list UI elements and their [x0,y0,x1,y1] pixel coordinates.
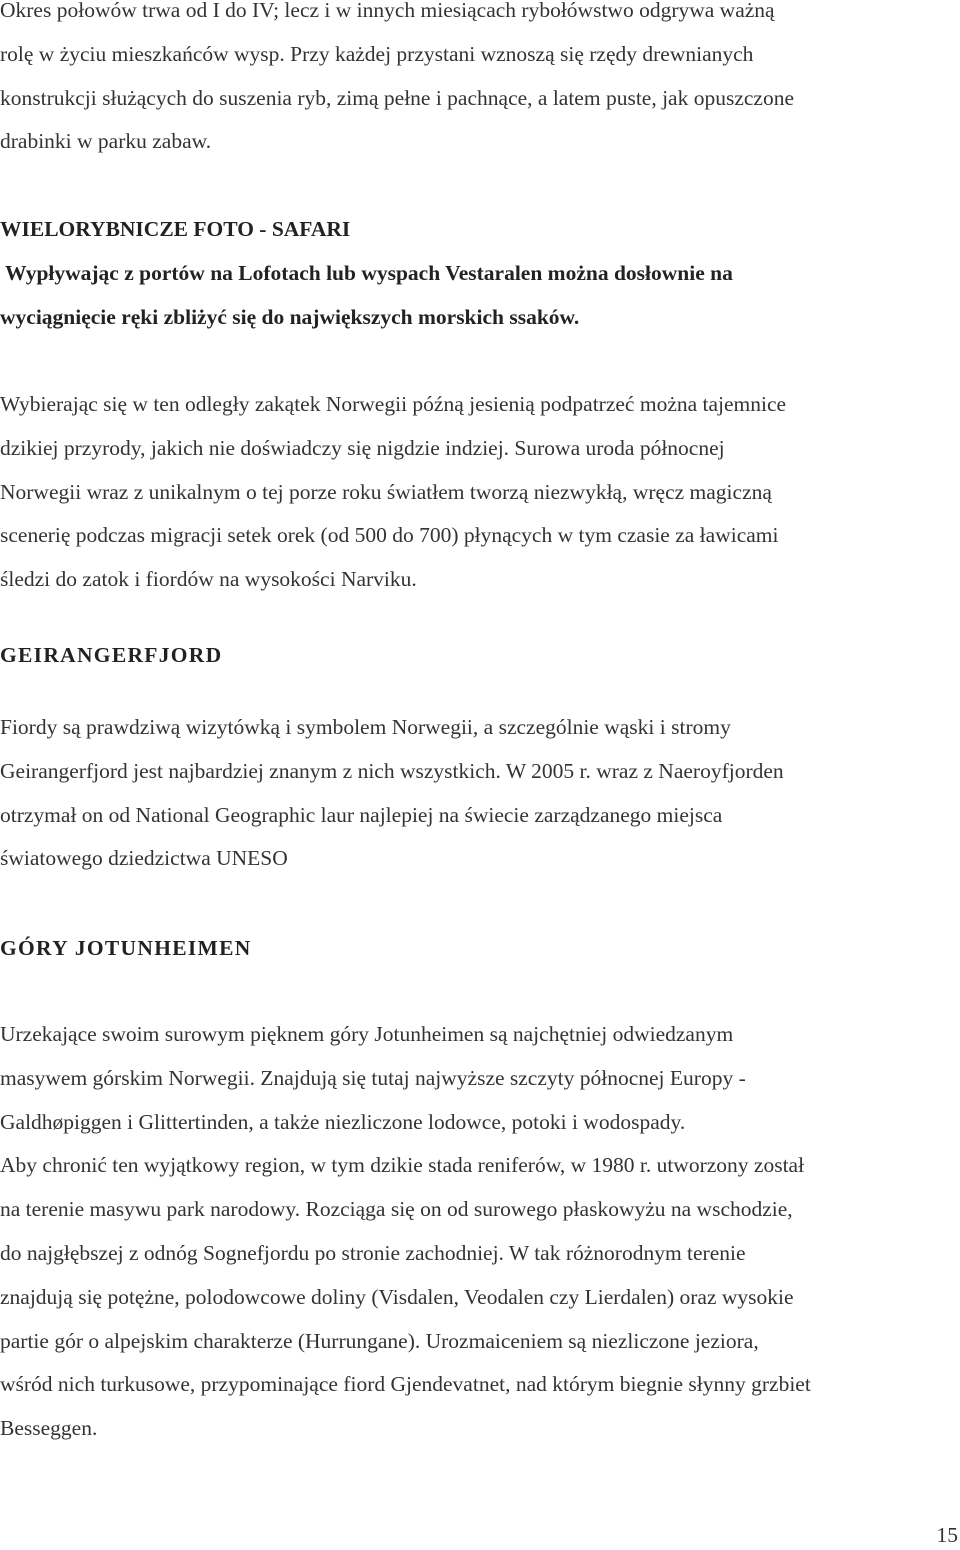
text-line: rolę w życiu mieszkańców wysp. Przy każdej przystani wznoszą się rzędy drewnianych [0,41,754,66]
text-line: Galdhøpiggen i Glittertinden, a także niezliczone lodowce, potoki i wodospady. [0,1109,686,1134]
text-line: Wybierając się w ten odległy zakątek Norwegii późną jesienią podpatrzeć można tajemnice [0,392,787,416]
section-heading-jotunheimen: GÓRY JOTUNHEIMEN [0,936,252,960]
text-line: drabinki w parku zabaw. [0,129,212,154]
section-heading-geirangerfjord: GEIRANGERFJORD [0,643,223,667]
text-line: masywem górskim Norwegii. Znajdują się tutaj najwyższe szczyty północnej Europy - [0,1065,746,1090]
text-line: znajdują się potężne, polodowcowe doliny (Visdalen, Veodalen czy Lierdalen) oraz wysokie [0,1284,794,1309]
safari-lead [0,252,960,340]
text-line: Norwegii wraz z unikalnym o tej porze roku światłem tworzą niezwykłą, wręcz magiczną [0,479,772,504]
page-number: 15 [936,1523,958,1547]
text-line: wyciągnięcie ręki zbliżyć się do największych morskich ssaków. [0,304,580,329]
text-line: śledzi do zatok i fiordów na wysokości Narviku. [0,567,417,592]
text-line: scenerię podczas migracji setek orek (od 500 do 700) płynących w tym czasie za ławicami [0,523,779,548]
text-line: Geirangerfjord jest najbardziej znanym z nich wszystkich. W 2005 r. wraz z Naeroyfjorden [0,758,784,783]
intro-paragraph [0,0,960,164]
text-line: partie gór o alpejskim charakterze (Hurrungane). Urozmaiceniem są niezliczone jeziora, [0,1328,759,1353]
text-line: do najgłębszej z odnóg Sognefjordu po stronie zachodniej. W tak różnorodnym terenie [0,1240,746,1265]
text-line: Besseggen. [0,1416,98,1441]
text-line: dzikiej przyrody, jakich nie doświadczy się nigdzie indziej. Surowa uroda północnej [0,435,725,460]
text-line: Aby chronić ten wyjątkowy region, w tym dzikie stada reniferów, w 1980 r. utworzony został [0,1153,805,1178]
text-line: na terenie masywu park narodowy. Rozciąga się on od surowego płaskowyżu na wschodzie, [0,1197,793,1222]
jotunheimen-body [0,1013,960,1451]
text-line: Wypływając z portów na Lofotach lub wyspach Vestaralen można dosłownie na [0,261,733,285]
text-line: Urzekające swoim surowym pięknem góry Jotunheimen są najchętniej odwiedzanym [0,1022,734,1046]
text-line: konstrukcji służących do suszenia ryb, zimą pełne i pachnące, a latem puste, jak opuszczone [0,85,795,110]
text-line: światowego dziedzictwa UNESO [0,846,288,871]
geiranger-body [0,706,960,881]
section-heading-whale-safari: WIELORYBNICZE FOTO - SAFARI [0,217,351,241]
text-line: Okres połowów trwa od I do IV; lecz i w innych miesiącach rybołówstwo odgrywa ważną [0,0,775,22]
text-line: wśród nich turkusowe, przypominające fiord Gjendevatnet, nad którym biegnie słynny grzbiet [0,1372,811,1397]
text-line: otrzymał on od National Geographic laur najlepiej na świecie zarządzanego miejsca [0,802,723,827]
text-line: Fiordy są prawdziwą wizytówką i symbolem Norwegii, a szczególnie wąski i stromy [0,715,731,739]
safari-body [0,383,960,602]
